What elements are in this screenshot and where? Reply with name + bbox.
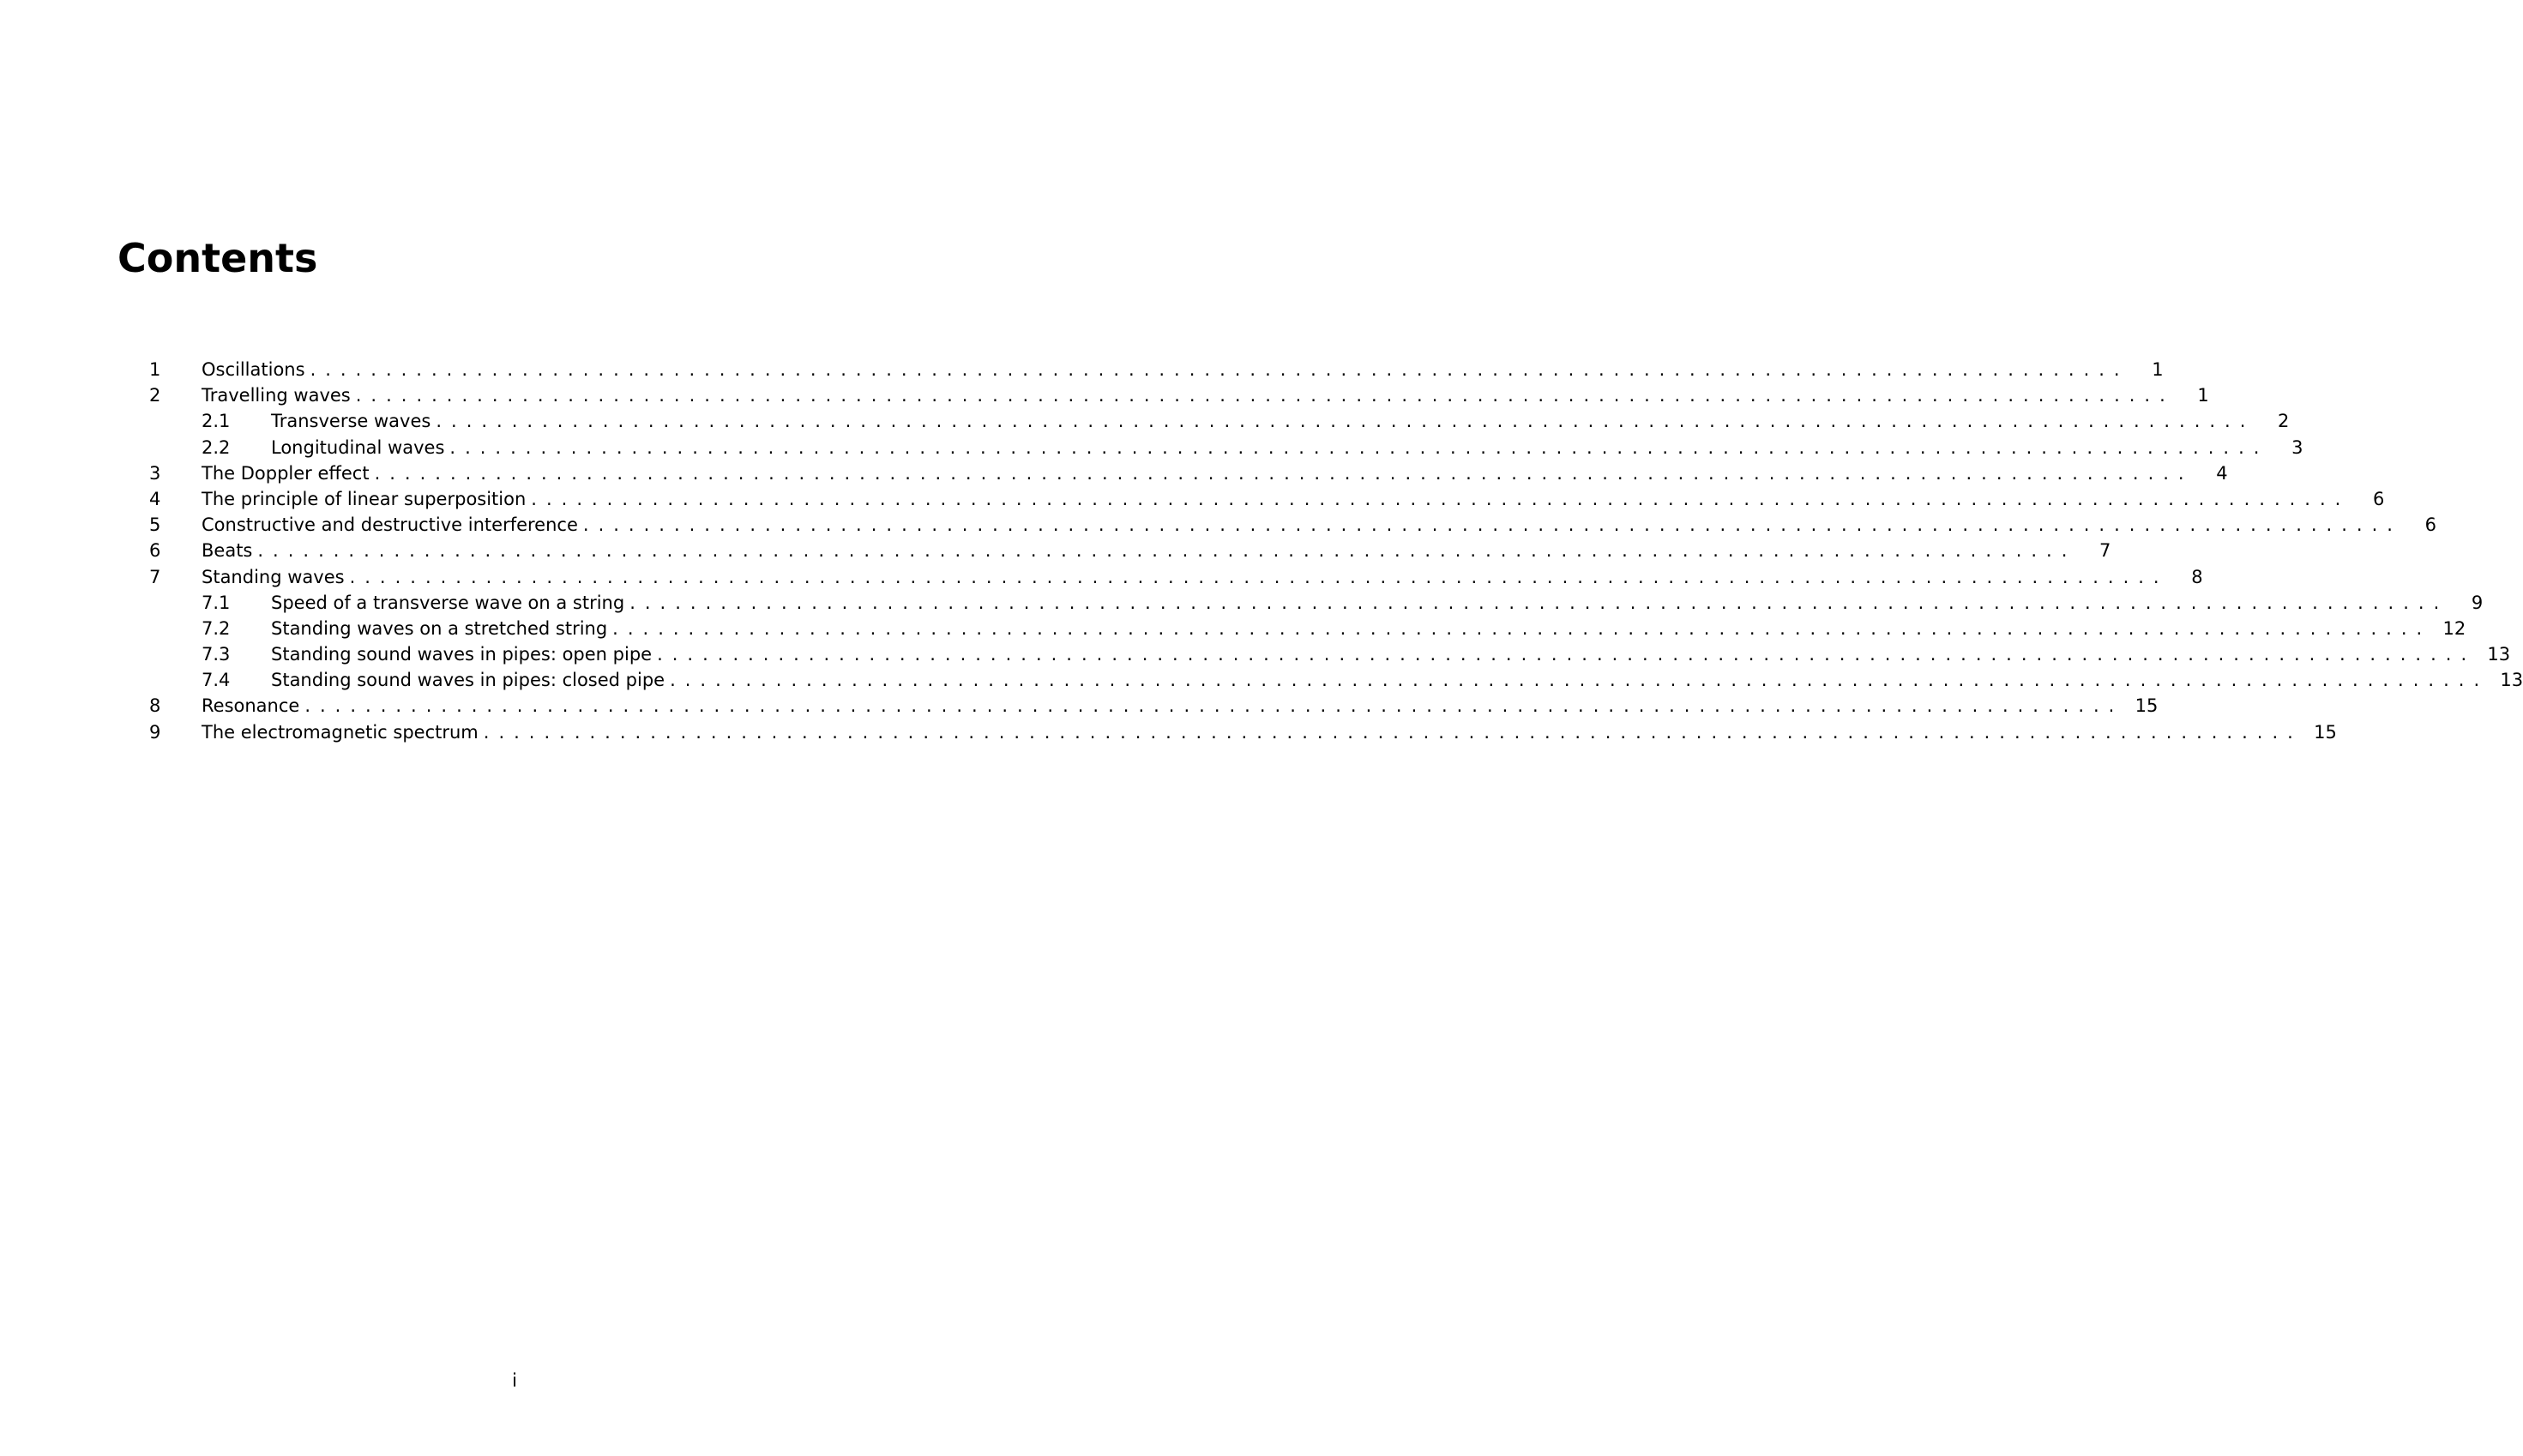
toc-entry-number: 8	[149, 695, 161, 717]
toc-entry-page: 6	[2424, 514, 2436, 536]
toc-dot-leader: ........................................................................................................................	[612, 617, 2432, 639]
toc-dot-leader: ........................................................................................................................	[355, 385, 2175, 406]
toc-entry[interactable]	[149, 719, 2337, 745]
toc-entry-page: 4	[2216, 462, 2228, 484]
toc-entry[interactable]	[149, 538, 2111, 563]
toc-entry-page: 7	[2099, 540, 2111, 562]
toc-entry-page: 13	[2500, 670, 2523, 691]
toc-subentry[interactable]	[149, 667, 2523, 693]
toc-dot-leader: ........................................................................................................................	[449, 436, 2269, 458]
toc-entry-page: 12	[2442, 617, 2466, 639]
toc-entry[interactable]	[149, 460, 2228, 486]
toc-entry[interactable]	[149, 382, 2209, 408]
toc-dot-leader: ........................................................................................................................	[483, 721, 2303, 743]
toc-entry-number: 7.3	[202, 644, 231, 665]
toc-dot-leader: ........................................................................................................................	[304, 695, 2124, 717]
toc-entry-page: 15	[2314, 721, 2337, 743]
toc-dot-leader: ........................................................................................................................	[657, 644, 2477, 665]
toc-entry-page: 8	[2191, 566, 2203, 587]
toc-dot-leader: ........................................................................................................................	[374, 462, 2194, 484]
toc-entry-number: 4	[149, 488, 161, 509]
toc-entry-number: 7.1	[202, 592, 231, 613]
toc-entry[interactable]	[149, 357, 2164, 382]
toc-entry-number: 7.2	[202, 617, 231, 639]
toc-entry-title: Transverse waves	[271, 411, 431, 432]
toc-entry-page: 1	[2152, 359, 2164, 380]
toc-entry-number: 3	[149, 462, 161, 484]
toc-entry-title: Beats	[202, 540, 253, 562]
toc-entry-title: Constructive and destructive interference	[202, 514, 578, 536]
toc-entry-number: 2.1	[202, 411, 231, 432]
toc-entry-number: 7	[149, 566, 161, 587]
toc-entry-title: Standing sound waves in pipes: open pipe	[271, 644, 653, 665]
toc-subentry[interactable]	[149, 435, 2303, 460]
toc-entry-number: 6	[149, 540, 161, 562]
toc-entry-title: Standing sound waves in pipes: closed pipe	[271, 670, 665, 691]
toc-dot-leader: ........................................................................................................................	[670, 670, 2490, 691]
toc-entry-title: Resonance	[202, 695, 300, 717]
toc-entry-number: 9	[149, 721, 161, 743]
toc-entry-number: 2	[149, 385, 161, 406]
toc-entry-page: 1	[2197, 385, 2209, 406]
page-title: Contents	[117, 235, 318, 281]
toc-subentry[interactable]	[149, 616, 2466, 641]
toc-dot-leader: ........................................................................................................................	[436, 411, 2255, 432]
table-of-contents	[149, 357, 2523, 745]
toc-dot-leader: ........................................................................................................................	[582, 514, 2402, 536]
toc-entry[interactable]	[149, 512, 2436, 538]
toc-entry-page: 2	[2278, 411, 2290, 432]
toc-entry[interactable]	[149, 693, 2159, 719]
toc-entry[interactable]	[149, 486, 2385, 512]
toc-entry-title: The Doppler effect	[202, 462, 370, 484]
toc-entry-page: 3	[2291, 436, 2303, 458]
toc-entry-title: Standing waves	[202, 566, 345, 587]
toc-entry-page: 9	[2471, 592, 2484, 613]
toc-entry-page: 15	[2135, 695, 2159, 717]
toc-entry[interactable]	[149, 564, 2203, 590]
toc-entry-title: The electromagnetic spectrum	[202, 721, 479, 743]
toc-entry-page: 6	[2372, 488, 2385, 509]
toc-dot-leader: ........................................................................................................................	[629, 592, 2449, 613]
toc-subentry[interactable]	[149, 641, 2511, 667]
toc-entry-title: Oscillations	[202, 359, 305, 380]
toc-dot-leader: ........................................................................................................................	[531, 488, 2351, 509]
toc-entry-title: Speed of a transverse wave on a string	[271, 592, 625, 613]
toc-entry-title: The principle of linear superposition	[202, 488, 527, 509]
toc-entry-page: 13	[2487, 644, 2511, 665]
toc-dot-leader: ........................................................................................................................	[310, 359, 2129, 380]
toc-entry-number: 5	[149, 514, 161, 536]
toc-dot-leader: ........................................................................................................................	[257, 540, 2077, 562]
toc-subentry[interactable]	[149, 590, 2484, 616]
page-number: i	[512, 1370, 517, 1391]
toc-subentry[interactable]	[149, 408, 2290, 434]
toc-entry-number: 7.4	[202, 670, 231, 691]
toc-entry-title: Longitudinal waves	[271, 436, 445, 458]
toc-dot-leader: ........................................................................................................................	[349, 566, 2169, 587]
toc-entry-number: 1	[149, 359, 161, 380]
toc-entry-number: 2.2	[202, 436, 231, 458]
toc-entry-title: Travelling waves	[202, 385, 351, 406]
toc-entry-title: Standing waves on a stretched string	[271, 617, 608, 639]
